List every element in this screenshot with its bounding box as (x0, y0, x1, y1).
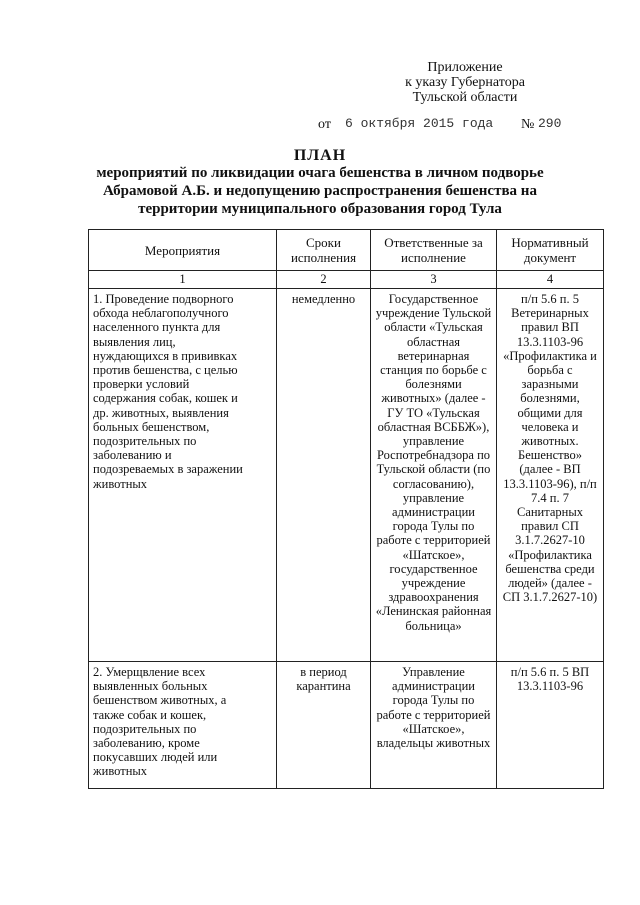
subtitle-line: Абрамовой А.Б. и недопущению распространения бешенства на (103, 183, 537, 199)
measure-line: покусавших людей или (93, 750, 218, 765)
measure-line: против бешенства, с целью (93, 363, 238, 378)
decree-date: 6 октября 2015 года (345, 116, 494, 131)
deadline-cell: немедленно (277, 289, 371, 662)
measure-line: больных бешенством, (93, 419, 210, 434)
table-header-row (89, 230, 604, 271)
measure-line: 2. Умерщвление всех (93, 665, 206, 679)
appendix-line: Приложение (427, 60, 503, 75)
measure-line: также собак и кошек, (93, 707, 207, 722)
responsible-cell: Государственное учреждение Тульской области «Тульская областная ветеринарная станция по борьбе с болезнями животных» (далее - ГУ ТО «Тульская областная ВСББЖ»), управление Роспотребнадзора по Тульской области (по согласованию), управление администрации города Тулы по работе с территорией «Шатское», государственное учреждение здравоохранения «Ленинская районная больница» (371, 289, 497, 662)
measure-line: проверки условий (93, 377, 190, 392)
column-header: Сроки исполнения (277, 230, 371, 271)
column-number: 2 (277, 271, 371, 289)
document-cell: п/п 5.6 п. 5 Ветеринарных правил ВП 13.3.1103-96 «Профилактика и борьба с заразными болезнями, общими для человека и животных. Бешенство» (далее - ВП 13.3.1103-96), п/п 7.4 п. 7 Санитарных правил СП 3.1.7.2627-10 «Профилактика бешенства среди людей» (далее - СП 3.1.7.2627-10) (497, 289, 604, 662)
column-header: Нормативный документ (497, 230, 604, 271)
plan-title: ПЛАН (293, 147, 347, 164)
column-number-row (89, 271, 604, 289)
decree-number: 290 (538, 116, 562, 131)
table-row (89, 662, 604, 789)
decree-from-label: от (318, 117, 331, 132)
measure-line: подозрительных по (93, 434, 197, 449)
appendix-line: к указу Губернатора (405, 75, 525, 90)
measure-line: выявления лиц, (93, 334, 176, 349)
measure-line: подозрительных по (93, 721, 197, 736)
document-cell: п/п 5.6 п. 5 ВП 13.3.1103-96 (497, 662, 604, 789)
responsible-cell: Управление администрации города Тулы по работе с территорией «Шатское», владельцы животных (371, 662, 497, 789)
plan-table (88, 229, 604, 789)
measure-line: подозреваемых в заражении (93, 462, 243, 477)
measure-line: 1. Проведение подворного (93, 292, 234, 306)
measure-line: обхода неблагополучного (93, 306, 229, 321)
appendix-line: Тульской области (412, 90, 518, 105)
measure-line: др. животных, выявления (93, 405, 229, 420)
measure-line: нуждающихся в прививках (93, 348, 238, 363)
decree-date-line (0, 116, 640, 134)
measure-line: животных (93, 476, 148, 491)
plan-subtitle (60, 164, 580, 218)
measure-line: выявленных больных (93, 679, 208, 694)
measure-line: бешенством животных, а (93, 693, 227, 708)
appendix-header (365, 60, 565, 105)
column-header: Мероприятия (89, 230, 277, 271)
measure-line: заболеванию и (93, 448, 172, 463)
deadline-cell: в период карантина (277, 662, 371, 789)
measure-cell (89, 662, 277, 789)
column-number: 3 (371, 271, 497, 289)
column-header: Ответственные за исполнение (371, 230, 497, 271)
decree-number-label: № (521, 117, 535, 132)
column-number: 4 (497, 271, 604, 289)
column-number: 1 (89, 271, 277, 289)
measure-line: заболеванию, кроме (93, 736, 200, 751)
measure-line: населенного пункта для (93, 320, 221, 335)
measure-cell (89, 289, 277, 662)
table-row (89, 289, 604, 662)
measure-line: содержания собак, кошек и (93, 391, 238, 406)
measure-line: животных (93, 764, 148, 779)
subtitle-line: мероприятий по ликвидации очага бешенства в личном подворье (96, 165, 544, 181)
subtitle-line: территории муниципального образования город Тула (138, 201, 502, 217)
